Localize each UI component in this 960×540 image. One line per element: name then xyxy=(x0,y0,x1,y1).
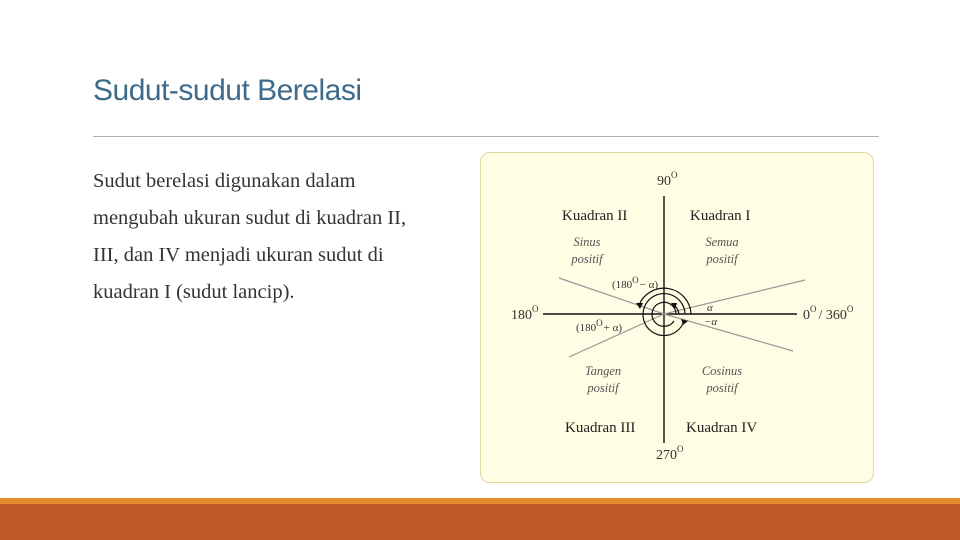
label-270-deg: $270^O$ xyxy=(656,444,684,463)
label-180-plus-alpha: $(180^O+ \alpha)$ xyxy=(576,318,623,334)
angle-arcs xyxy=(639,288,691,335)
label-semua: Semua xyxy=(705,235,739,249)
ray-q1 xyxy=(664,280,805,314)
quadrant-diagram xyxy=(480,152,874,483)
label-sinus: Sinus xyxy=(573,235,601,249)
quadrant-diagram-svg xyxy=(481,153,875,484)
title-divider xyxy=(93,136,879,137)
label-180-deg: $180^O$ xyxy=(511,304,539,323)
label-cosinus: Cosinus xyxy=(701,364,743,378)
ray-q3 xyxy=(569,314,664,357)
footer-bar xyxy=(0,504,960,540)
label-tangen: Tangen xyxy=(584,364,622,378)
slide-body-text: Sudut berelasi digunakan dalam mengubah ukuran sudut di kuadran II, III, dan IV menjadi ukuran sudut di kuadran I (sudut lancip). xyxy=(93,170,407,303)
label-kuadran-1: Kuadran I xyxy=(690,208,751,224)
label-semua-positif: positif xyxy=(706,252,738,266)
label-alpha: α xyxy=(707,302,713,314)
label-cosinus-positif: positif xyxy=(706,381,738,395)
label-0-360-deg: $0^O / 360^O$ xyxy=(803,304,854,323)
label-minus-alpha: −α xyxy=(704,316,718,328)
label-kuadran-4: Kuadran IV xyxy=(686,420,758,436)
label-kuadran-3: Kuadran III xyxy=(565,420,636,436)
label-90-deg: $90^O$ xyxy=(657,170,678,189)
slide-title: Sudut-sudut Berelasi xyxy=(93,74,362,107)
label-sinus-positif: positif xyxy=(571,252,603,266)
label-tangen-positif: positif xyxy=(587,381,619,395)
ray-q4 xyxy=(664,314,793,351)
label-180-minus-alpha: $(180^O- \alpha)$ xyxy=(612,275,659,291)
label-kuadran-2: Kuadran II xyxy=(562,208,628,224)
